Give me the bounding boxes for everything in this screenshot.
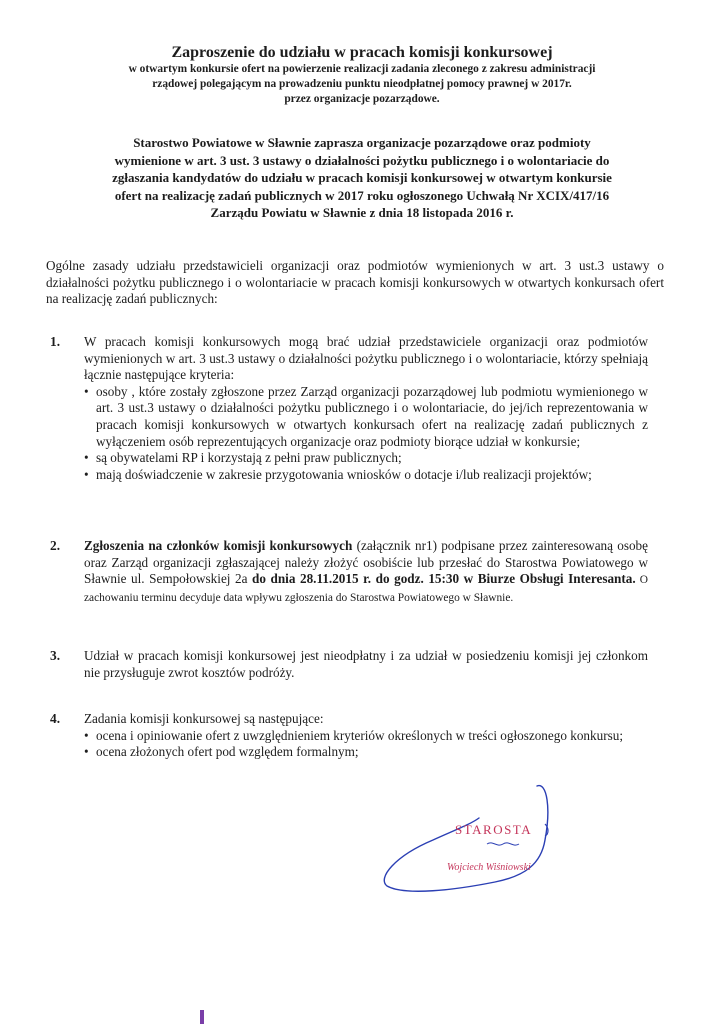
section-body: (załącznik nr1) podpisane przez zainteresowaną osobę oraz Zarząd organizacji zgłaszającej należy złożyć osobiście lub przesłać do Starostwa Powiatowego w Sławnie ul. Sempołowskiej 2a [84,538,649,587]
edge-mark [200,1010,204,1024]
bullet-icon: • [84,383,89,399]
bullet-text: są obywatelami RP i korzystają z pełni praw publicznych; [96,450,402,466]
bullet-item [84,384,648,450]
subtitle-line: w otwartym konkursie ofert na powierzenie realizacji zadania zleconego z zakresu administracji [128,63,596,75]
intro-line: zgłaszania kandydatów do udziału w pracach komisji konkursowej w otwartym konkursie [112,170,612,186]
bullet-icon: • [84,450,89,466]
intro-line: wymienione w art. 3 ust. 3 ustawy o działalności pożytku publicznego i o wolontariacie do [114,152,610,168]
bullet-text: ocena złożonych ofert pod względem formalnym; [96,744,359,760]
subtitle-line: rządowej polegającym na prowadzeniu punktu nieodpłatnej pomocy prawnej w 2017r. [152,78,572,90]
section-4 [50,711,648,761]
handwritten-signature-stroke [384,786,548,892]
bullet-item [84,728,648,745]
intro-line: ofert na realizację zadań publicznych w 2017 roku ogłoszonego Uchwałą Nr XCIX/417/16 [114,187,610,203]
general-rules-paragraph: Ogólne zasady udziału przedstawicieli organizacji oraz podmiotów wymienionych w art. 3 ust.3 ustawy o działalności pożytku publicznego i o wolontariacie w pracach komisji konkursowych w otwartych konkursach ofert na realizację zadań publicznych: [46,258,664,307]
stamp-name: Wojciech Wiśniowski [447,862,531,873]
section-number: 2. [50,538,61,553]
section-text: W pracach komisji konkursowych mogą brać udział przedstawiciele organizacji oraz podmiotów wymienionych w art. 3 ust.3 ustawy o działalności pożytku publicznego i o wolontariacie, którzy spełniają łącznie następujące kryteria: [84,334,648,383]
section-number: 1. [50,334,61,349]
intro-line: Zarządu Powiatu w Sławnie z dnia 18 listopada 2016 r. [210,205,514,221]
intro-paragraph [66,134,658,222]
section-2 [50,538,648,606]
section-3 [50,648,648,681]
intro-line: Starostwo Powiatowe w Sławnie zaprasza organizacje pozarządowe oraz podmioty [133,135,591,150]
section-text: Zadania komisji konkursowej są następujące: [84,711,324,726]
bullet-item [84,450,648,467]
section-bold-lead: Zgłoszenia na członków komisji konkursowych [84,538,353,553]
bullet-icon: • [84,744,89,760]
section-1 [50,334,648,483]
deadline-note: O zachowaniu terminu decyduje data wpływu zgłoszenia do Starostwa Powiatowego w Sławnie. [84,574,648,604]
bullet-icon: • [84,466,89,482]
signature-stamp [375,778,575,898]
bullet-item [84,744,648,761]
section-number: 4. [50,711,61,726]
submission-deadline: do dnia 28.11.2015 r. do godz. 15:30 w Biurze Obsługi Interesanta. [252,571,636,587]
document-title: Zaproszenie do udziału w pracach komisji konkursowej [171,44,553,61]
bullet-text: ocena i opiniowanie ofert z uwzględnieniem kryteriów określonych w treści ogłoszonego konkursu; [96,727,623,743]
stamp-title: STAROSTA [455,822,533,837]
document-subtitle [60,62,664,107]
bullet-item [84,467,648,484]
bullet-text: mają doświadczenie w zakresie przygotowania wniosków o dotacje i/lub realizacji projektów; [96,466,592,482]
subtitle-line: przez organizacje pozarządowe. [284,93,440,105]
section-text [84,538,648,606]
section-number: 3. [50,648,61,663]
stamp-flourish [487,843,519,845]
bullet-text: osoby , które zostały zgłoszone przez Zarząd organizacji pozarządowej lub podmiotu wymienionego w art. 3 ust.3 ustawy o działalności pożytku publicznego i o wolontariacie, do jej/ich reprezentowania w pracach komisji konkursowych w otwartych konkursach ofert na realizację zadań publicznych z wyłączeniem osób reprezentujących organizacje oraz podmioty biorące udział w konkursie; [96,383,648,449]
bullet-icon: • [84,727,89,743]
section-text: Udział w pracach komisji konkursowej jest nieodpłatny i za udział w posiedzeniu komisji jej członkom nie przysługuje zwrot kosztów podróży. [84,648,648,680]
